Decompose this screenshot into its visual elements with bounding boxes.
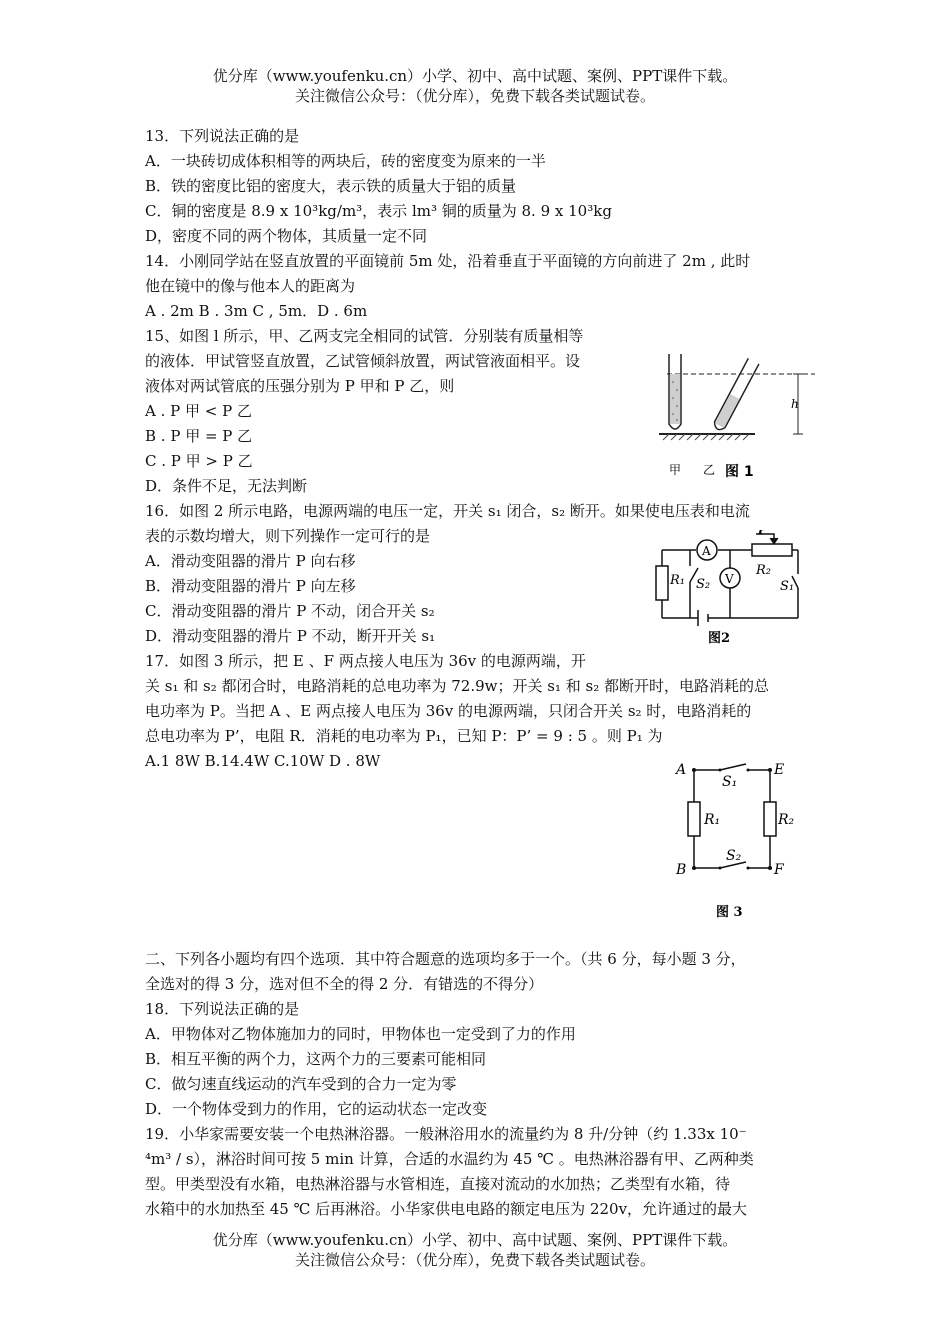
q15-option-d: D．条件不足，无法判断 <box>145 477 308 495</box>
q15-stem-line-2: 的液体．甲试管竖直放置，乙试管倾斜放置，两试管液面相平。设 <box>145 352 581 370</box>
fig3-label-s2: S₂ <box>726 848 742 864</box>
q15-stem-line-1: 15、如图 l 所示，甲、乙两支完全相同的试管．分别装有质量相等 <box>145 327 584 345</box>
q18-option-b: B．相互平衡的两个力，这两个力的三要素可能相同 <box>145 1050 487 1068</box>
q19-line-2: ⁴m³ / s），淋浴时间可按 5 min 计算，合适的水温约为 45 ℃ 。电热淋浴器有甲、乙两种类 <box>145 1150 754 1168</box>
q19-line-3: 型。甲类型没有水箱，电热淋浴器与水管相连，直接对流动的水加热；乙类型有水箱，待 <box>145 1175 731 1193</box>
fig3-label-s1: S₁ <box>722 774 738 790</box>
q14-stem-line-1: 14．小刚同学站在竖直放置的平面镜前 5m 处，沿着垂直于平面镜的方向前进了 2m , 此时 <box>145 252 751 270</box>
figure-2-circuit <box>652 530 812 652</box>
q16-stem-line-2: 表的示数均增大，则下列操作一定可行的是 <box>145 527 431 545</box>
section-2-line-2: 全选对的得 3 分，选对但不全的得 2 分．有错选的不得分） <box>145 975 544 993</box>
figure-3-circuit <box>672 756 812 928</box>
q15-option-c: C . P 甲 > P 乙 <box>145 452 253 470</box>
section-2-line-1: 二、下列各小题均有四个选项．其中符合题意的选项均多于一个。（共 6 分，每小题 3 分， <box>145 950 746 968</box>
fig3-label-a: A <box>676 762 687 778</box>
figure-1-test-tubes <box>655 352 825 496</box>
fig2-label-r2: R₂ <box>756 563 771 578</box>
q17-stem-line-4: 总电功率为 P’，电阻 R．消耗的电功率为 P₁，已知 P：P’ = 9 : 5 。则 P₁ 为 <box>145 727 663 745</box>
test-tube-yi <box>712 358 759 432</box>
fig2-label-p: P <box>758 530 768 537</box>
q19-line-4: 水箱中的水加热至 45 ℃ 后再淋浴。小华家供电电路的额定电压为 220v，允许通过的最大 <box>145 1200 748 1218</box>
q15-option-b: B . P 甲 = P 乙 <box>145 427 253 445</box>
q16-option-c: C．滑动变阻器的滑片 P 不动，闭合开关 s₂ <box>145 602 435 620</box>
header-line-1: 优分库（www.youfenku.cn）小学、初中、高中试题、案例、PPT课件下载。 <box>212 67 738 85</box>
footer-line-1: 优分库（www.youfenku.cn）小学、初中、高中试题、案例、PPT课件下载。 <box>212 1231 738 1249</box>
q17-stem-line-1: 17．如图 3 所示，把 E 、F 两点接人电压为 36v 的电源两端，开 <box>145 652 586 670</box>
q14-options: A . 2m B . 3m C , 5m．D . 6m <box>145 302 368 320</box>
q17-options: A.1 8W B.14.4W C.10W D . 8W <box>145 752 381 770</box>
fig3-caption: 图 3 <box>716 905 743 920</box>
q18-stem: 18．下列说法正确的是 <box>145 1000 300 1018</box>
q17-stem-line-3: 电功率为 P。当把 A 、E 两点接人电压为 36v 的电源两端，只闭合开关 s₂ 时，电路消耗的 <box>145 702 752 720</box>
fig2-label-r1: R₁ <box>670 573 685 588</box>
q17-stem-line-2: 关 s₁ 和 s₂ 都闭合时，电路消耗的总电功率为 72.9w；开关 s₁ 和 s₂ 都断开时，电路消耗的总 <box>145 677 769 695</box>
q13-option-d: D，密度不同的两个物体，其质量一定不同 <box>145 227 428 245</box>
q19-line-1: 19．小华家需要安装一个电热淋浴器。一般淋浴用水的流量约为 8 升/分钟（约 1.33x 10⁻ <box>145 1125 747 1143</box>
q13-option-a: A．一块砖切成体积相等的两块后，砖的密度变为原来的一半 <box>145 152 546 170</box>
q15-option-a: A . P 甲 < P 乙 <box>145 402 252 420</box>
q13-stem: 13．下列说法正确的是 <box>145 127 300 145</box>
q18-option-a: A．甲物体对乙物体施加力的同时，甲物体也一定受到了力的作用 <box>145 1025 576 1043</box>
fig3-resistor-r1 <box>688 802 700 836</box>
fig1-caption: 图 1 <box>725 464 754 480</box>
fig3-resistor-r2 <box>764 802 776 836</box>
fig2-label-a: A <box>702 544 711 558</box>
q18-option-d: D．一个物体受到力的作用，它的运动状态一定改变 <box>145 1100 488 1118</box>
q14-stem-line-2: 他在镜中的像与他本人的距离为 <box>145 277 356 295</box>
fig2-resistor-r1 <box>656 566 668 600</box>
fig2-label-v: V <box>725 572 734 586</box>
footer-line-2: 关注微信公众号：（优分库），免费下载各类试题试卷。 <box>294 1251 655 1269</box>
q13-option-b: B．铁的密度比铝的密度大，表示铁的质量大于铝的质量 <box>145 177 517 195</box>
q16-stem-line-1: 16．如图 2 所示电路，电源两端的电压一定，开关 s₁ 闭合，s₂ 断开。如果使电压表和电流 <box>145 502 750 520</box>
q16-option-a: A．滑动变阻器的滑片 P 向右移 <box>145 552 356 570</box>
fig2-label-s1: S₁ <box>780 579 795 594</box>
fig1-label-jia: 甲 <box>669 463 682 477</box>
fig3-label-r2: R₂ <box>778 812 795 828</box>
q16-option-d: D．滑动变阻器的滑片 P 不动，断开开关 s₁ <box>145 627 436 645</box>
fig2-label-s2: S₂ <box>696 577 711 592</box>
q16-option-b: B．滑动变阻器的滑片 P 向左移 <box>145 577 356 595</box>
fig2-caption: 图2 <box>708 631 731 646</box>
q13-option-c: C．铜的密度是 8.9 x 10³kg/m³，表示 lm³ 铜的质量为 8. 9 x 10³kg <box>145 202 612 220</box>
header-line-2: 关注微信公众号：（优分库），免费下载各类试题试卷。 <box>294 87 655 105</box>
fig1-h-label: h <box>791 397 799 411</box>
fig2-rheostat-r2 <box>752 544 792 556</box>
fig3-label-e: E <box>774 762 785 778</box>
fig3-label-f: F <box>774 862 784 878</box>
q15-stem-line-3: 液体对两试管底的压强分别为 P 甲和 P 乙，则 <box>145 377 455 395</box>
fig3-label-r1: R₁ <box>704 812 721 828</box>
q18-option-c: C．做匀速直线运动的汽车受到的合力一定为零 <box>145 1075 457 1093</box>
fig3-label-b: B <box>676 862 687 878</box>
fig1-label-yi: 乙 <box>703 463 716 477</box>
